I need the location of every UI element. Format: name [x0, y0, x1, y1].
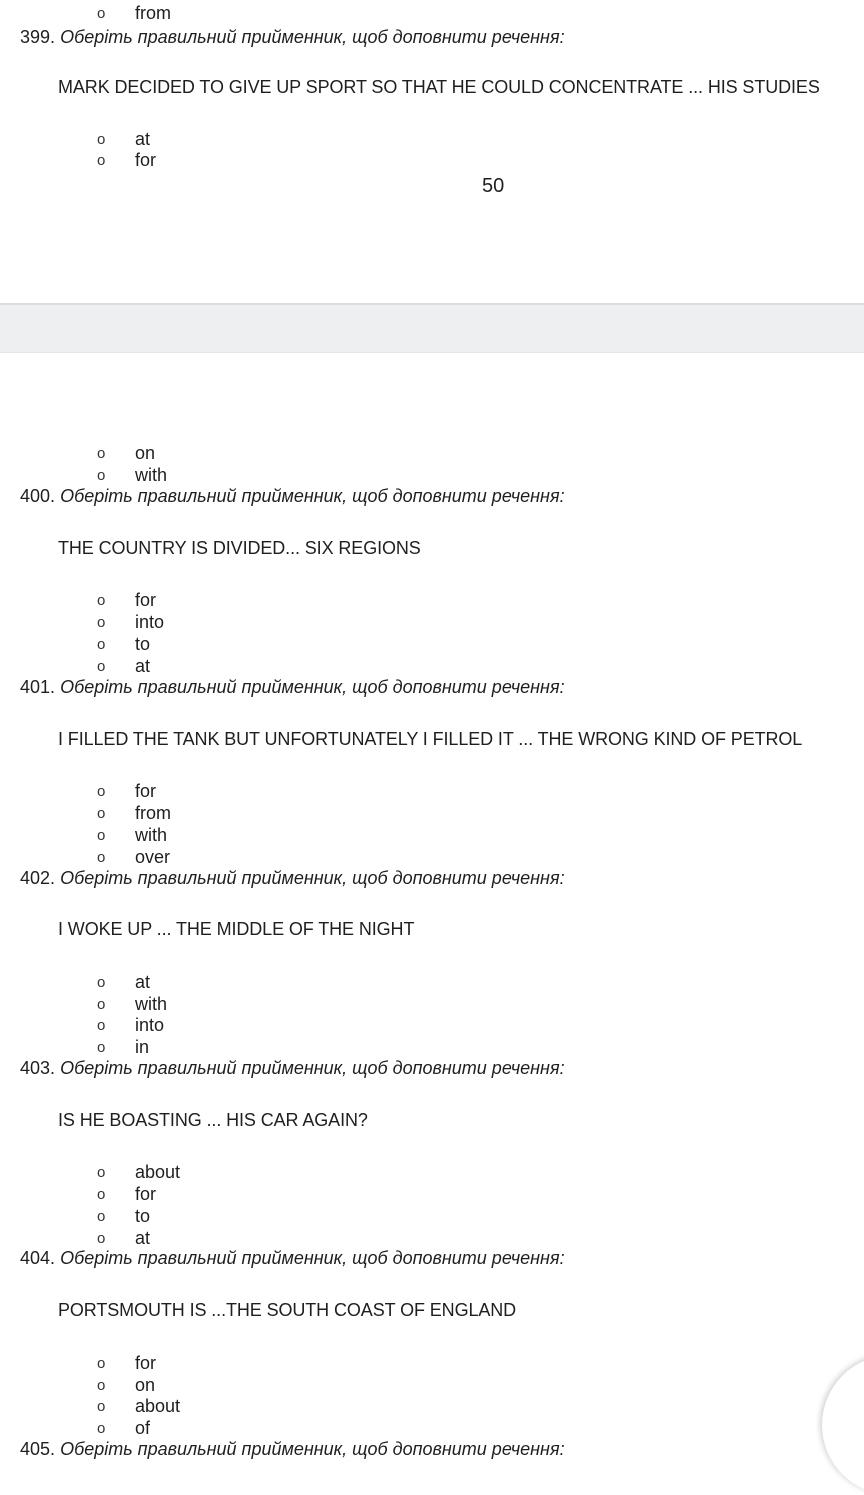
option-bullet: o	[97, 131, 106, 148]
option-bullet: o	[97, 592, 106, 609]
question-header-403	[20, 1058, 565, 1079]
question-header-400	[20, 486, 565, 507]
page-number: 50	[482, 175, 505, 197]
option-label: for	[135, 590, 157, 610]
option-label: on	[135, 443, 156, 463]
option-bullet: o	[97, 152, 106, 169]
option-bullet: o	[97, 805, 106, 822]
option-label: on	[135, 1375, 156, 1395]
option-bullet: o	[97, 1230, 106, 1247]
option-label: of	[135, 1418, 151, 1438]
question-sentence: MARK DECIDED TO GIVE UP SPORT SO THAT HE COULD CONCENTRATE ... HIS STUDIES	[58, 77, 820, 97]
option-label: in	[135, 1037, 150, 1057]
option-label: from	[135, 3, 171, 23]
option-label: at	[135, 129, 151, 149]
question-sentence: I WOKE UP ... THE MIDDLE OF THE NIGHT	[58, 919, 415, 939]
question-sentence: THE COUNTRY IS DIVIDED... SIX REGIONS	[58, 538, 421, 558]
question-instruction: Оберіть правильний прийменник, щоб доповнити речення:	[60, 868, 565, 888]
option-bullet: o	[97, 1017, 106, 1034]
question-instruction: Оберіть правильний прийменник, щоб доповнити речення:	[60, 1248, 565, 1268]
floating-action-button[interactable]	[822, 1355, 864, 1495]
question-header-401	[20, 677, 565, 698]
option-bullet: o	[97, 974, 106, 991]
option-bullet: o	[97, 1355, 106, 1372]
option-label: over	[135, 847, 171, 867]
option-label: for	[135, 781, 157, 801]
question-sentence: PORTSMOUTH IS ...THE SOUTH COAST OF ENGLAND	[58, 1300, 517, 1320]
question-number: 402.	[20, 868, 56, 888]
option-bullet: o	[97, 783, 106, 800]
question-instruction: Оберіть правильний прийменник, щоб доповнити речення:	[60, 27, 565, 47]
page-separator	[0, 303, 864, 353]
option-bullet: o	[97, 1420, 106, 1437]
option-label: about	[135, 1396, 181, 1416]
option-label: for	[135, 150, 157, 170]
option-label: with	[135, 994, 168, 1014]
option-bullet: o	[97, 467, 106, 484]
option-bullet: o	[97, 849, 106, 866]
option-bullet: o	[97, 5, 106, 22]
question-instruction: Оберіть правильний прийменник, щоб доповнити речення:	[60, 1058, 565, 1078]
question-number: 399.	[20, 27, 56, 47]
option-label: into	[135, 612, 165, 632]
option-bullet: o	[97, 658, 106, 675]
question-number: 404.	[20, 1248, 56, 1268]
option-bullet: o	[97, 1186, 106, 1203]
option-bullet: o	[97, 445, 106, 462]
option-bullet: o	[97, 1208, 106, 1225]
option-label: about	[135, 1162, 181, 1182]
option-bullet: o	[97, 1377, 106, 1394]
question-sentence: I FILLED THE TANK BUT UNFORTUNATELY I FILLED IT ... THE WRONG KIND OF PETROL	[58, 729, 803, 749]
option-label: from	[135, 803, 171, 823]
option-label: to	[135, 1206, 151, 1226]
option-label: with	[135, 825, 168, 845]
option-bullet: o	[97, 636, 106, 653]
option-bullet: o	[97, 1398, 106, 1415]
option-bullet: o	[97, 614, 106, 631]
question-number: 403.	[20, 1058, 56, 1078]
question-instruction: Оберіть правильний прийменник, щоб доповнити речення:	[60, 677, 565, 697]
option-label: at	[135, 972, 151, 992]
question-number: 401.	[20, 677, 56, 697]
question-number: 400.	[20, 486, 56, 506]
option-label: at	[135, 656, 151, 676]
option-label: for	[135, 1353, 157, 1373]
question-header-402	[20, 868, 565, 889]
option-label: with	[135, 465, 168, 485]
option-bullet: o	[97, 996, 106, 1013]
option-label: into	[135, 1015, 165, 1035]
question-number: 405.	[20, 1439, 56, 1459]
option-bullet: o	[97, 1039, 106, 1056]
option-bullet: o	[97, 1164, 106, 1181]
question-instruction: Оберіть правильний прийменник, щоб доповнити речення:	[60, 486, 565, 506]
option-label: at	[135, 1228, 151, 1248]
option-label: to	[135, 634, 151, 654]
question-header-399	[20, 27, 565, 48]
question-instruction: Оберіть правильний прийменник, щоб доповнити речення:	[60, 1439, 565, 1459]
option-bullet: o	[97, 827, 106, 844]
question-header-404	[20, 1248, 565, 1269]
option-label: for	[135, 1184, 157, 1204]
question-sentence: IS HE BOASTING ... HIS CAR AGAIN?	[58, 1110, 368, 1130]
